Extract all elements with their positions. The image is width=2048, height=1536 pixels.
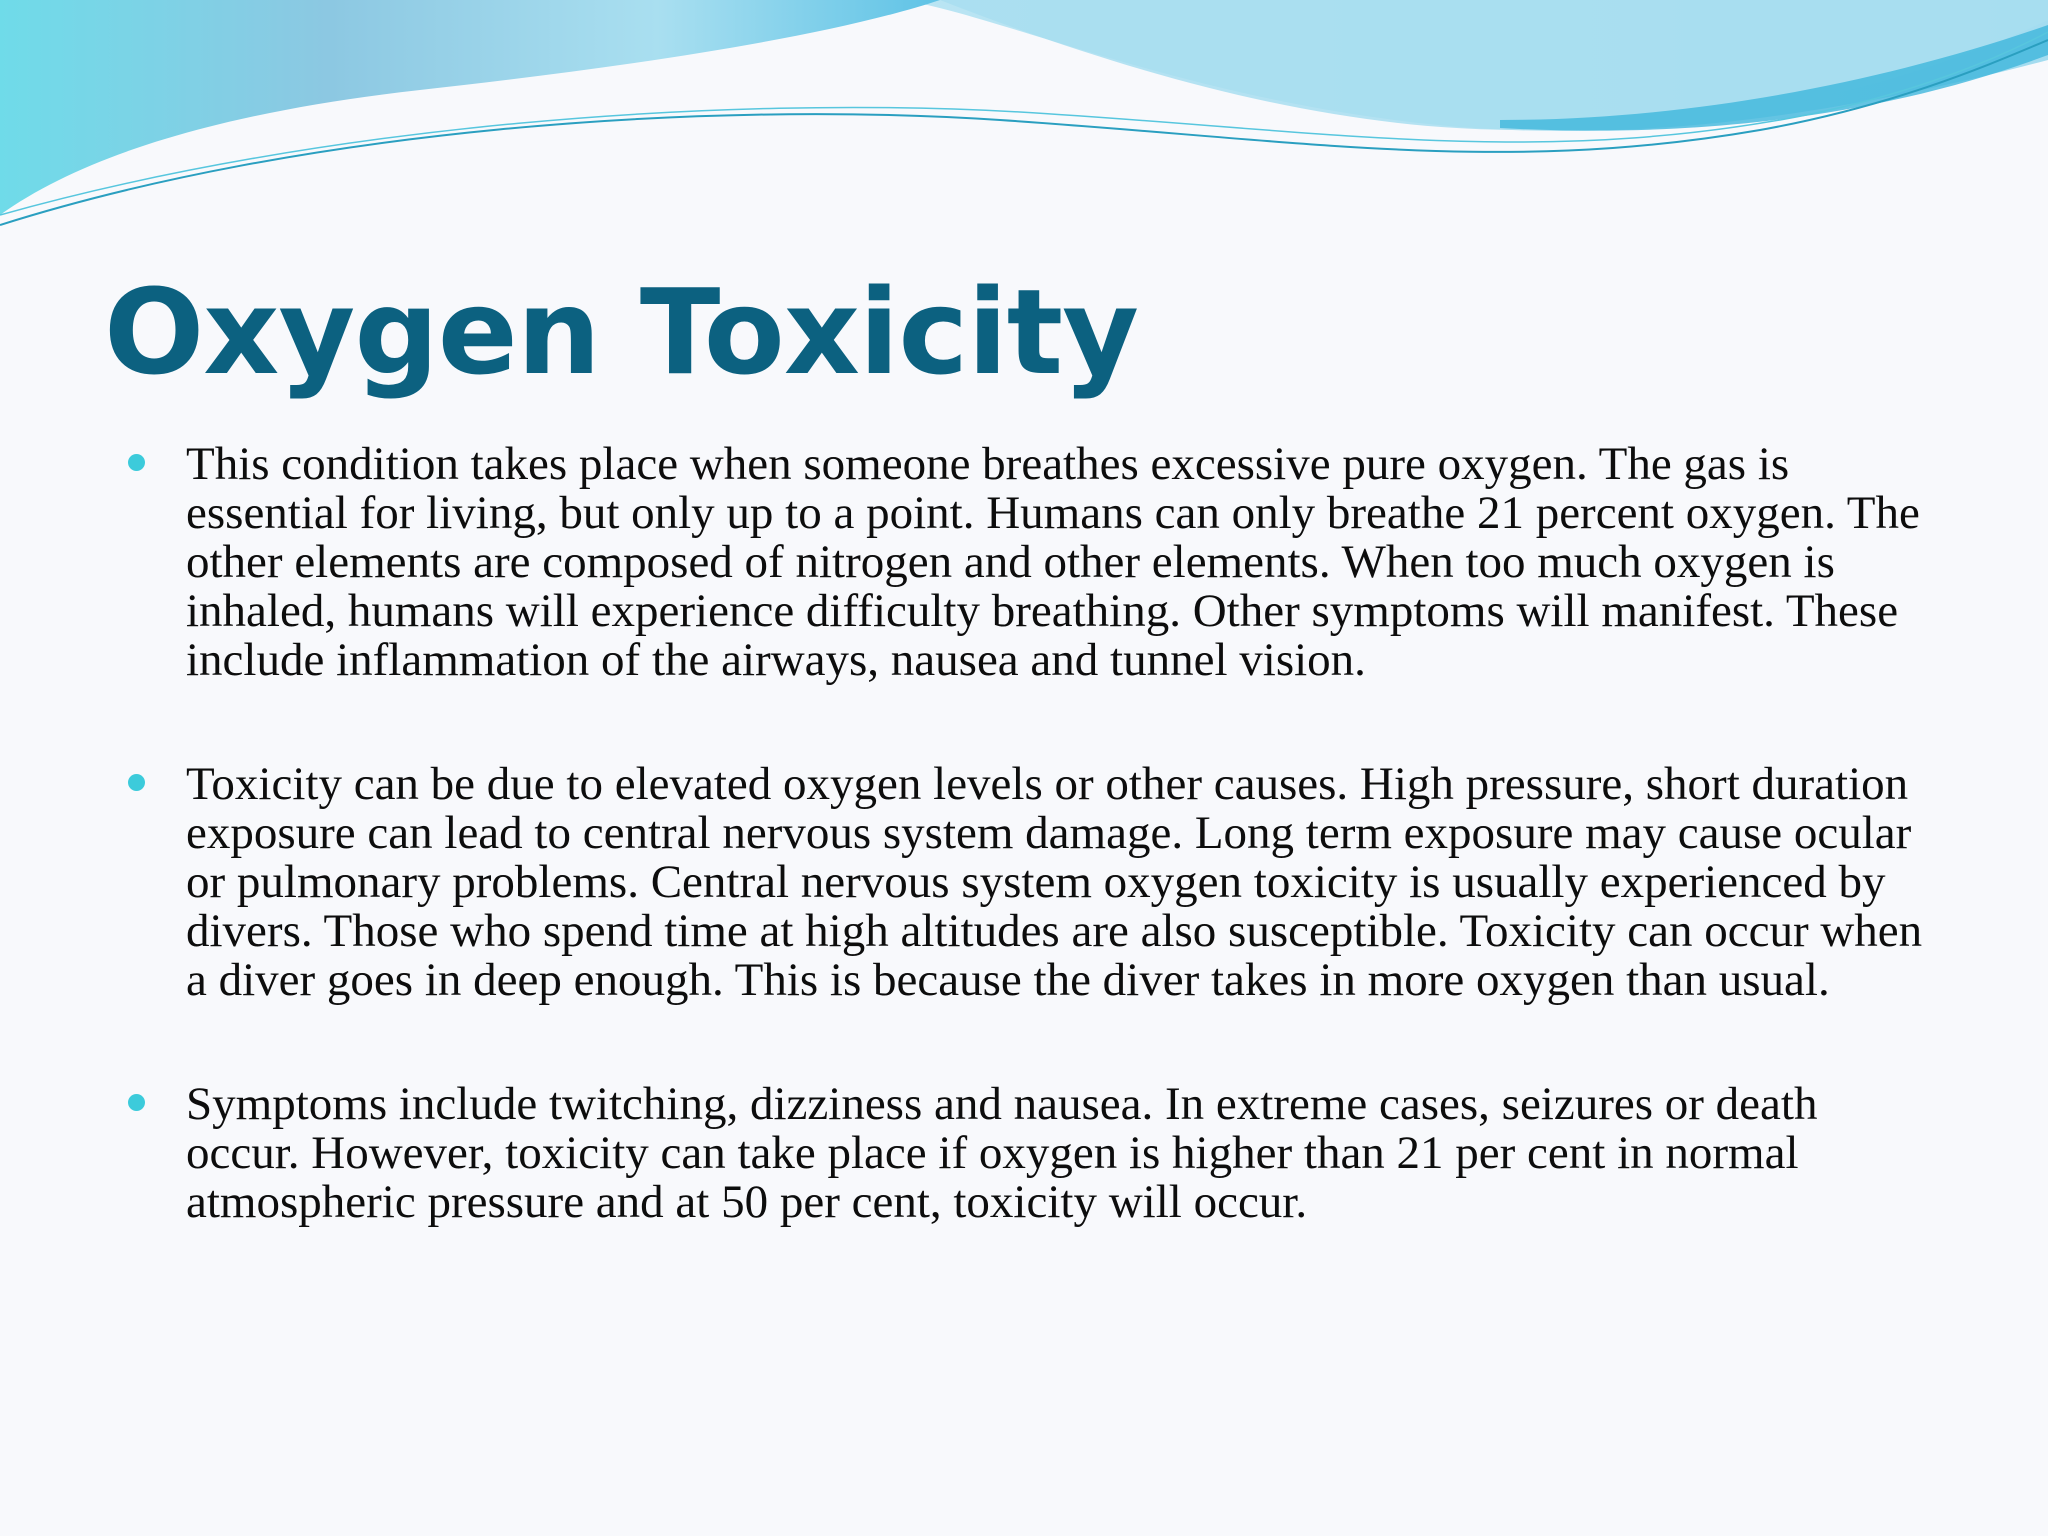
slide-title: Oxygen Toxicity	[104, 263, 1139, 401]
bullet-item	[124, 440, 1924, 685]
bullet-text: Toxicity can be due to elevated oxygen levels or other causes. High pressure, short duration exposure can lead to central nervous system damage. Long term exposure may cause ocular or pulmonary problems. Central nervous system oxygen toxicity is usually experienced by divers. Those who spend time at high altitudes are also susceptible. Toxicity can occur when a diver goes in deep enough. This is because the diver takes in more oxygen than usual.	[186, 758, 1923, 1006]
bullet-dot-icon	[128, 1094, 145, 1111]
bullet-item	[124, 760, 1924, 1005]
bullet-dot-icon	[128, 774, 145, 791]
bullet-list	[124, 440, 1924, 1302]
bullet-text: This condition takes place when someone breathes excessive pure oxygen. The gas is essential for living, but only up to a point. Humans can only breathe 21 percent oxygen. The other elements are composed of nitrogen and other elements. When too much oxygen is inhaled, humans will experience difficulty breathing. Other symptoms will manifest. These include inflammation of the airways, nausea and tunnel vision.	[186, 438, 1920, 686]
bullet-item	[124, 1080, 1924, 1227]
bullet-dot-icon	[128, 454, 145, 471]
bullet-text: Symptoms include twitching, dizziness and nausea. In extreme cases, seizures or death occur. However, toxicity can take place if oxygen is higher than 21 per cent in normal atmospheric pressure and at 50 per cent, toxicity will occur.	[186, 1078, 1818, 1228]
header-wave-decoration	[0, 0, 2048, 240]
